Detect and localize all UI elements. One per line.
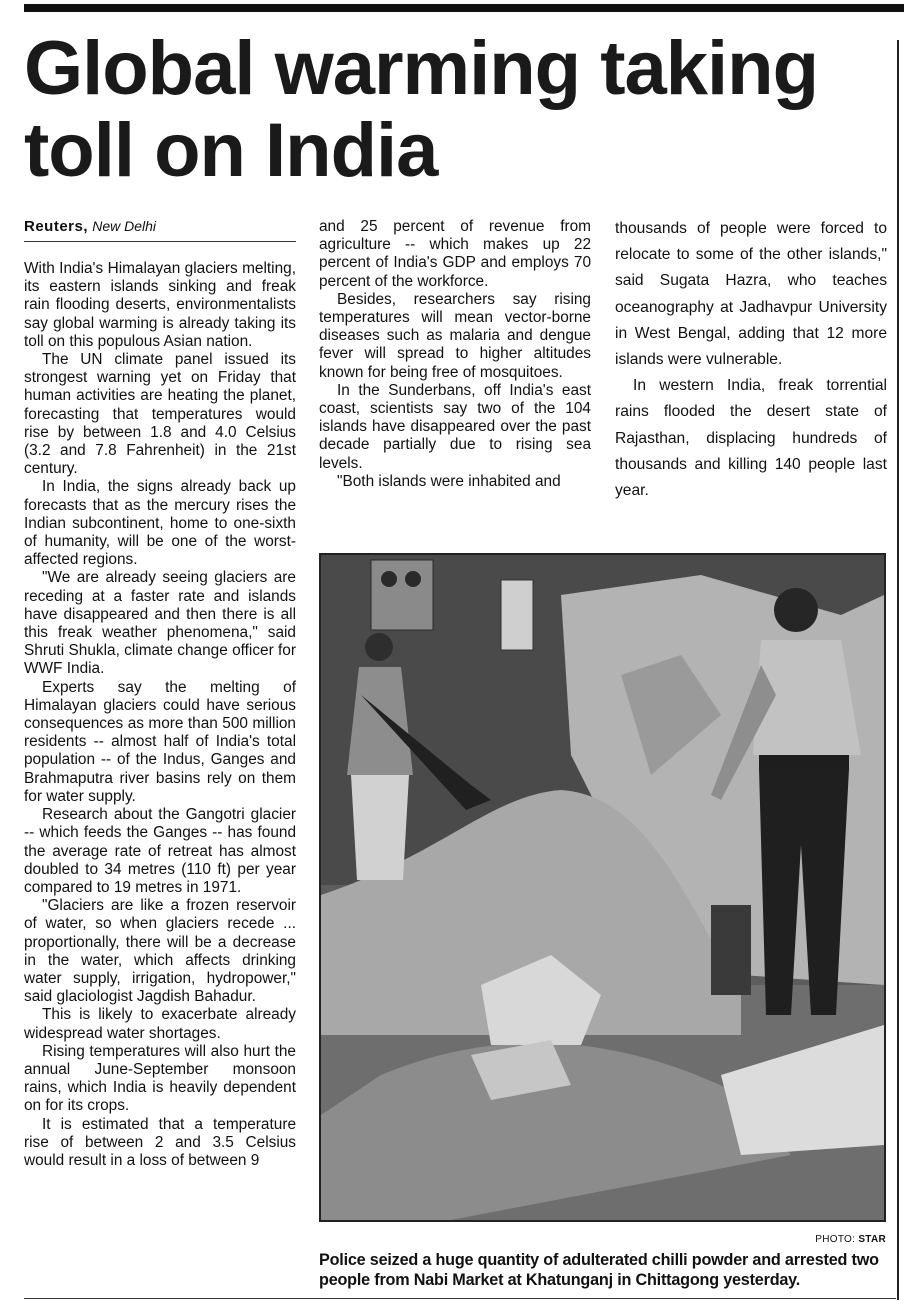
paragraph: With India's Himalayan glaciers melting, its eastern islands sinking and freak rain flooding deserts, environmentalists say global warming is already taking its toll on this populous Asian nation. xyxy=(24,260,296,350)
paragraph: The UN climate panel issued its strongest warning yet on Friday that human activities are heating the planet, forecasting that temperatures would rise by between 1.8 and 4.0 Celsius (3.2 and 7.8 Fahrenheit) in the 21st century. xyxy=(24,351,296,478)
paragraph: and 25 percent of revenue from agriculture -- which makes up 22 percent of India's GDP and employs 70 percent of the workforce. xyxy=(319,218,591,290)
photo-credit-source: STAR xyxy=(858,1234,886,1245)
article-column-1 xyxy=(24,260,296,1170)
byline-location: New Delhi xyxy=(92,218,157,234)
paragraph: Research about the Gangotri glacier -- which feeds the Ganges -- has found the average rate of retreat has almost doubled to 34 metres (110 ft) per year compared to 19 metres in 1971. xyxy=(24,806,296,896)
paragraph: In India, the signs already back up forecasts that as the mercury rises the Indian subcontinent, home to one-sixth of humanity, will be one of the worst-affected regions. xyxy=(24,478,296,569)
bottom-rule xyxy=(24,1298,896,1299)
paragraph: Experts say the melting of Himalayan glaciers could have serious consequences as more than 500 million residents -- almost half of India's total population -- of the Indus, Ganges and Brahmaputra river basins rely on them for water supply. xyxy=(24,678,296,805)
headline: Global warming taking toll on India xyxy=(24,26,818,193)
top-rule xyxy=(24,4,904,12)
paragraph: In the Sunderbans, off India's east coast, scientists say two of the 104 islands have disappeared over the past decade partially due to rising sea levels. xyxy=(319,381,591,472)
paragraph: This is likely to exacerbate already widespread water shortages. xyxy=(24,1006,296,1042)
byline xyxy=(24,218,296,242)
paragraph: It is estimated that a temperature rise of between 2 and 3.5 Celsius would result in a loss of between 9 xyxy=(24,1115,296,1169)
paragraph: "We are already seeing glaciers are receding at a faster rate and islands have disappeared and then there is all this freak weather phenomena," said Shruti Shukla, climate change officer for WWF India. xyxy=(24,569,296,678)
photo-caption: Police seized a huge quantity of adulterated chilli powder and arrested two people from Nabi Market at Khatunganj in Chittagong yesterday. xyxy=(319,1251,879,1289)
paragraph: Rising temperatures will also hurt the annual June-September monsoon rains, which India is heavily dependent on for its crops. xyxy=(24,1042,296,1115)
article-column-3 xyxy=(615,216,887,504)
paragraph: In western India, freak torrential rains flooded the desert state of Rajasthan, displacing hundreds of thousands and killing 140 people last year. xyxy=(615,377,887,500)
paragraph: "Glaciers are like a frozen reservoir of water, so when glaciers recede ... proportionally, there will be a decrease in the water, which affects drinking water supply, irrigation, hydropower," said glaciologist Jagdish Bahadur. xyxy=(24,897,296,1006)
paragraph: "Both islands were inhabited and xyxy=(337,472,561,490)
article-column-2 xyxy=(319,218,591,491)
paragraph: thousands of people were forced to relocate to some of the other islands," said Sugata Hazra, who teaches oceanography at Jadhavpur University in West Bengal, adding that 12 more islands were vulnerable. xyxy=(615,220,887,369)
paragraph: Besides, researchers say rising temperatures will mean vector-borne diseases such as malaria and dengue fever will spread to higher altitudes known for being free of mosquitoes. xyxy=(319,290,591,381)
byline-agency: Reuters, xyxy=(24,218,89,235)
right-column-rule xyxy=(897,40,899,1300)
photo-illustration xyxy=(321,555,884,1220)
news-photo xyxy=(319,553,886,1222)
photo-credit xyxy=(319,1234,886,1245)
photo-credit-label: PHOTO: xyxy=(815,1234,856,1245)
